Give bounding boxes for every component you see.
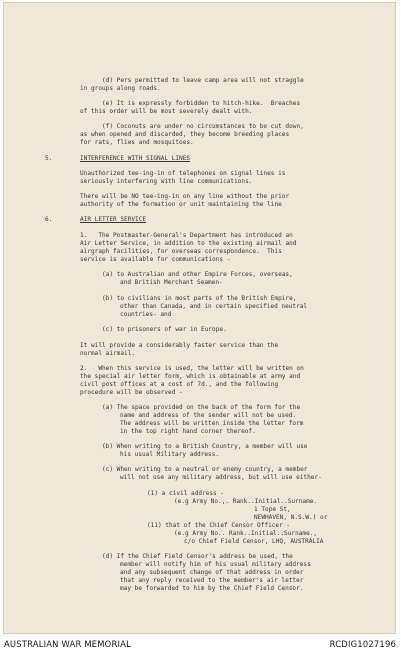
footer-institution: AUSTRALIAN WAR MEMORIAL: [4, 639, 131, 649]
sec6-i-line2: (e.g Army No.,. Rank..Initial..Surname.: [174, 498, 318, 505]
sec6-fast-line1: It will provide a considerably faster service than the: [80, 342, 279, 349]
para-f-line1: (f) Coconuts are under no circumstances to be cut down,: [102, 123, 304, 130]
para-e-line1: (e) It is expressly forbidden to hitch-hike. Breaches: [102, 100, 301, 107]
section-5-number: 5.: [45, 155, 53, 162]
sec6-i-line4: NEWHAVEN, N.S.W.) or: [254, 514, 328, 521]
sec5-p2-line1: There will be NO tee-ing-in on any line without the prior: [80, 193, 290, 200]
sec6-d2-line1: (d) If the Chief Field Censor's address be used, the: [102, 553, 293, 560]
sec6-a2-line1: (a) The space provided on the back of the form for the: [102, 404, 301, 411]
para-d-line2: in groups along roads.: [80, 85, 161, 92]
archive-footer: [0, 636, 401, 654]
sec6-b-line1: (b) to civilians in most parts of the British Empire,: [102, 295, 297, 302]
para-f-line3: for rats, flies and mosquitoes.: [80, 139, 194, 146]
section-6-heading: AIR LETTER SERVICE: [80, 216, 147, 223]
sec6-a-line1: (a) to Australian and other Empire Forces, overseas,: [102, 271, 293, 278]
sec6-d2-line4: that any reply received to the member's air letter: [120, 577, 304, 584]
sec6-p1-line3: airgraph facilities, for overseas correspondence. This: [80, 248, 282, 255]
sec6-p2-line1: 2. When this service is used, the letter will be written on: [80, 365, 304, 372]
para-f-line2: as when opened and discarded, they become breeding places: [80, 131, 290, 138]
sec6-p1-line1: 1. The Postmaster-General's Department has introduced an: [80, 232, 293, 239]
sec6-b-line3: countries- and: [120, 311, 172, 318]
sec6-c2-line1: (c) When writing to a neutral or enemy country, a member: [102, 466, 308, 473]
sec6-c2-line2: will not use any military address, but will use either-: [120, 474, 322, 481]
sec6-a2-line2: name and address of the sender will not be used.: [120, 412, 297, 419]
para-d-line1: (d) Pers permitted to leave camp area will not straggle: [102, 77, 304, 84]
sec6-i-line3: 1 Tope St,: [254, 506, 291, 513]
sec6-c: (c) to prisoners of war in Europe.: [102, 326, 227, 333]
sec5-p1-line2: seriously interfering with line communications.: [80, 178, 253, 185]
sec6-b2-line1: (b) When writing to a British Country, a member will use: [102, 443, 308, 450]
sec6-p2-line3: civil post offices at a cost of 7d., and the following: [80, 381, 279, 388]
sec6-p2-line4: procedure will be observed -: [80, 389, 183, 396]
section-6-number: 6.: [45, 216, 53, 223]
footer-record-id: RCDIG1027196: [329, 639, 396, 649]
sec6-d2-line5: may be forwarded to him by the Chief Field Censor.: [120, 585, 304, 592]
sec6-d2-line2: member will notify him of his usual military address: [120, 561, 311, 568]
para-e-line2: of this order will be most severely dealt with.: [80, 108, 253, 115]
sec5-p2-line2: authority of the formation or unit maintaining the line: [80, 201, 282, 208]
sec6-a2-line3: The address will be written inside the letter form: [120, 420, 304, 427]
sec6-a2-line4: in the top right hand corner thereof.: [120, 428, 256, 435]
sec6-i-line1: (1) a civil address -: [147, 490, 225, 497]
sec6-p1-line2: Air Letter Service, in addition to the existing airmail and: [80, 240, 297, 247]
sec6-p1-line4: service is available for communications -: [80, 256, 231, 263]
sec6-ii-line1: (11) that of the Chief Censor Officer -: [147, 522, 291, 529]
sec6-p2-line2: the special air letter form, which is obtainable at army and: [80, 373, 301, 380]
sec6-d2-line3: and any subsequent change of that address in order: [120, 569, 304, 576]
section-5-heading: INTERFERENCE WITH SIGNAL LINES: [80, 155, 191, 162]
sec6-fast-line2: normal airmail.: [80, 350, 136, 357]
sec6-b-line2: other than Canada, and in certain specified neutral: [120, 303, 308, 310]
sec6-ii-line3: c/o Chief Field Censor, LHQ, AUSTRALIA: [184, 538, 324, 545]
sec6-ii-line2: (e.g Army No.. Rank..Initial..Surname.,: [174, 530, 318, 537]
sec5-p1-line1: Unauthorized tee-ing-in of telephones on signal lines is: [80, 170, 286, 177]
sec6-a-line2: and British Merchant Seamen-: [120, 279, 223, 286]
sec6-b2-line2: his usual Military address.: [120, 451, 220, 458]
document-page: [3, 2, 396, 634]
